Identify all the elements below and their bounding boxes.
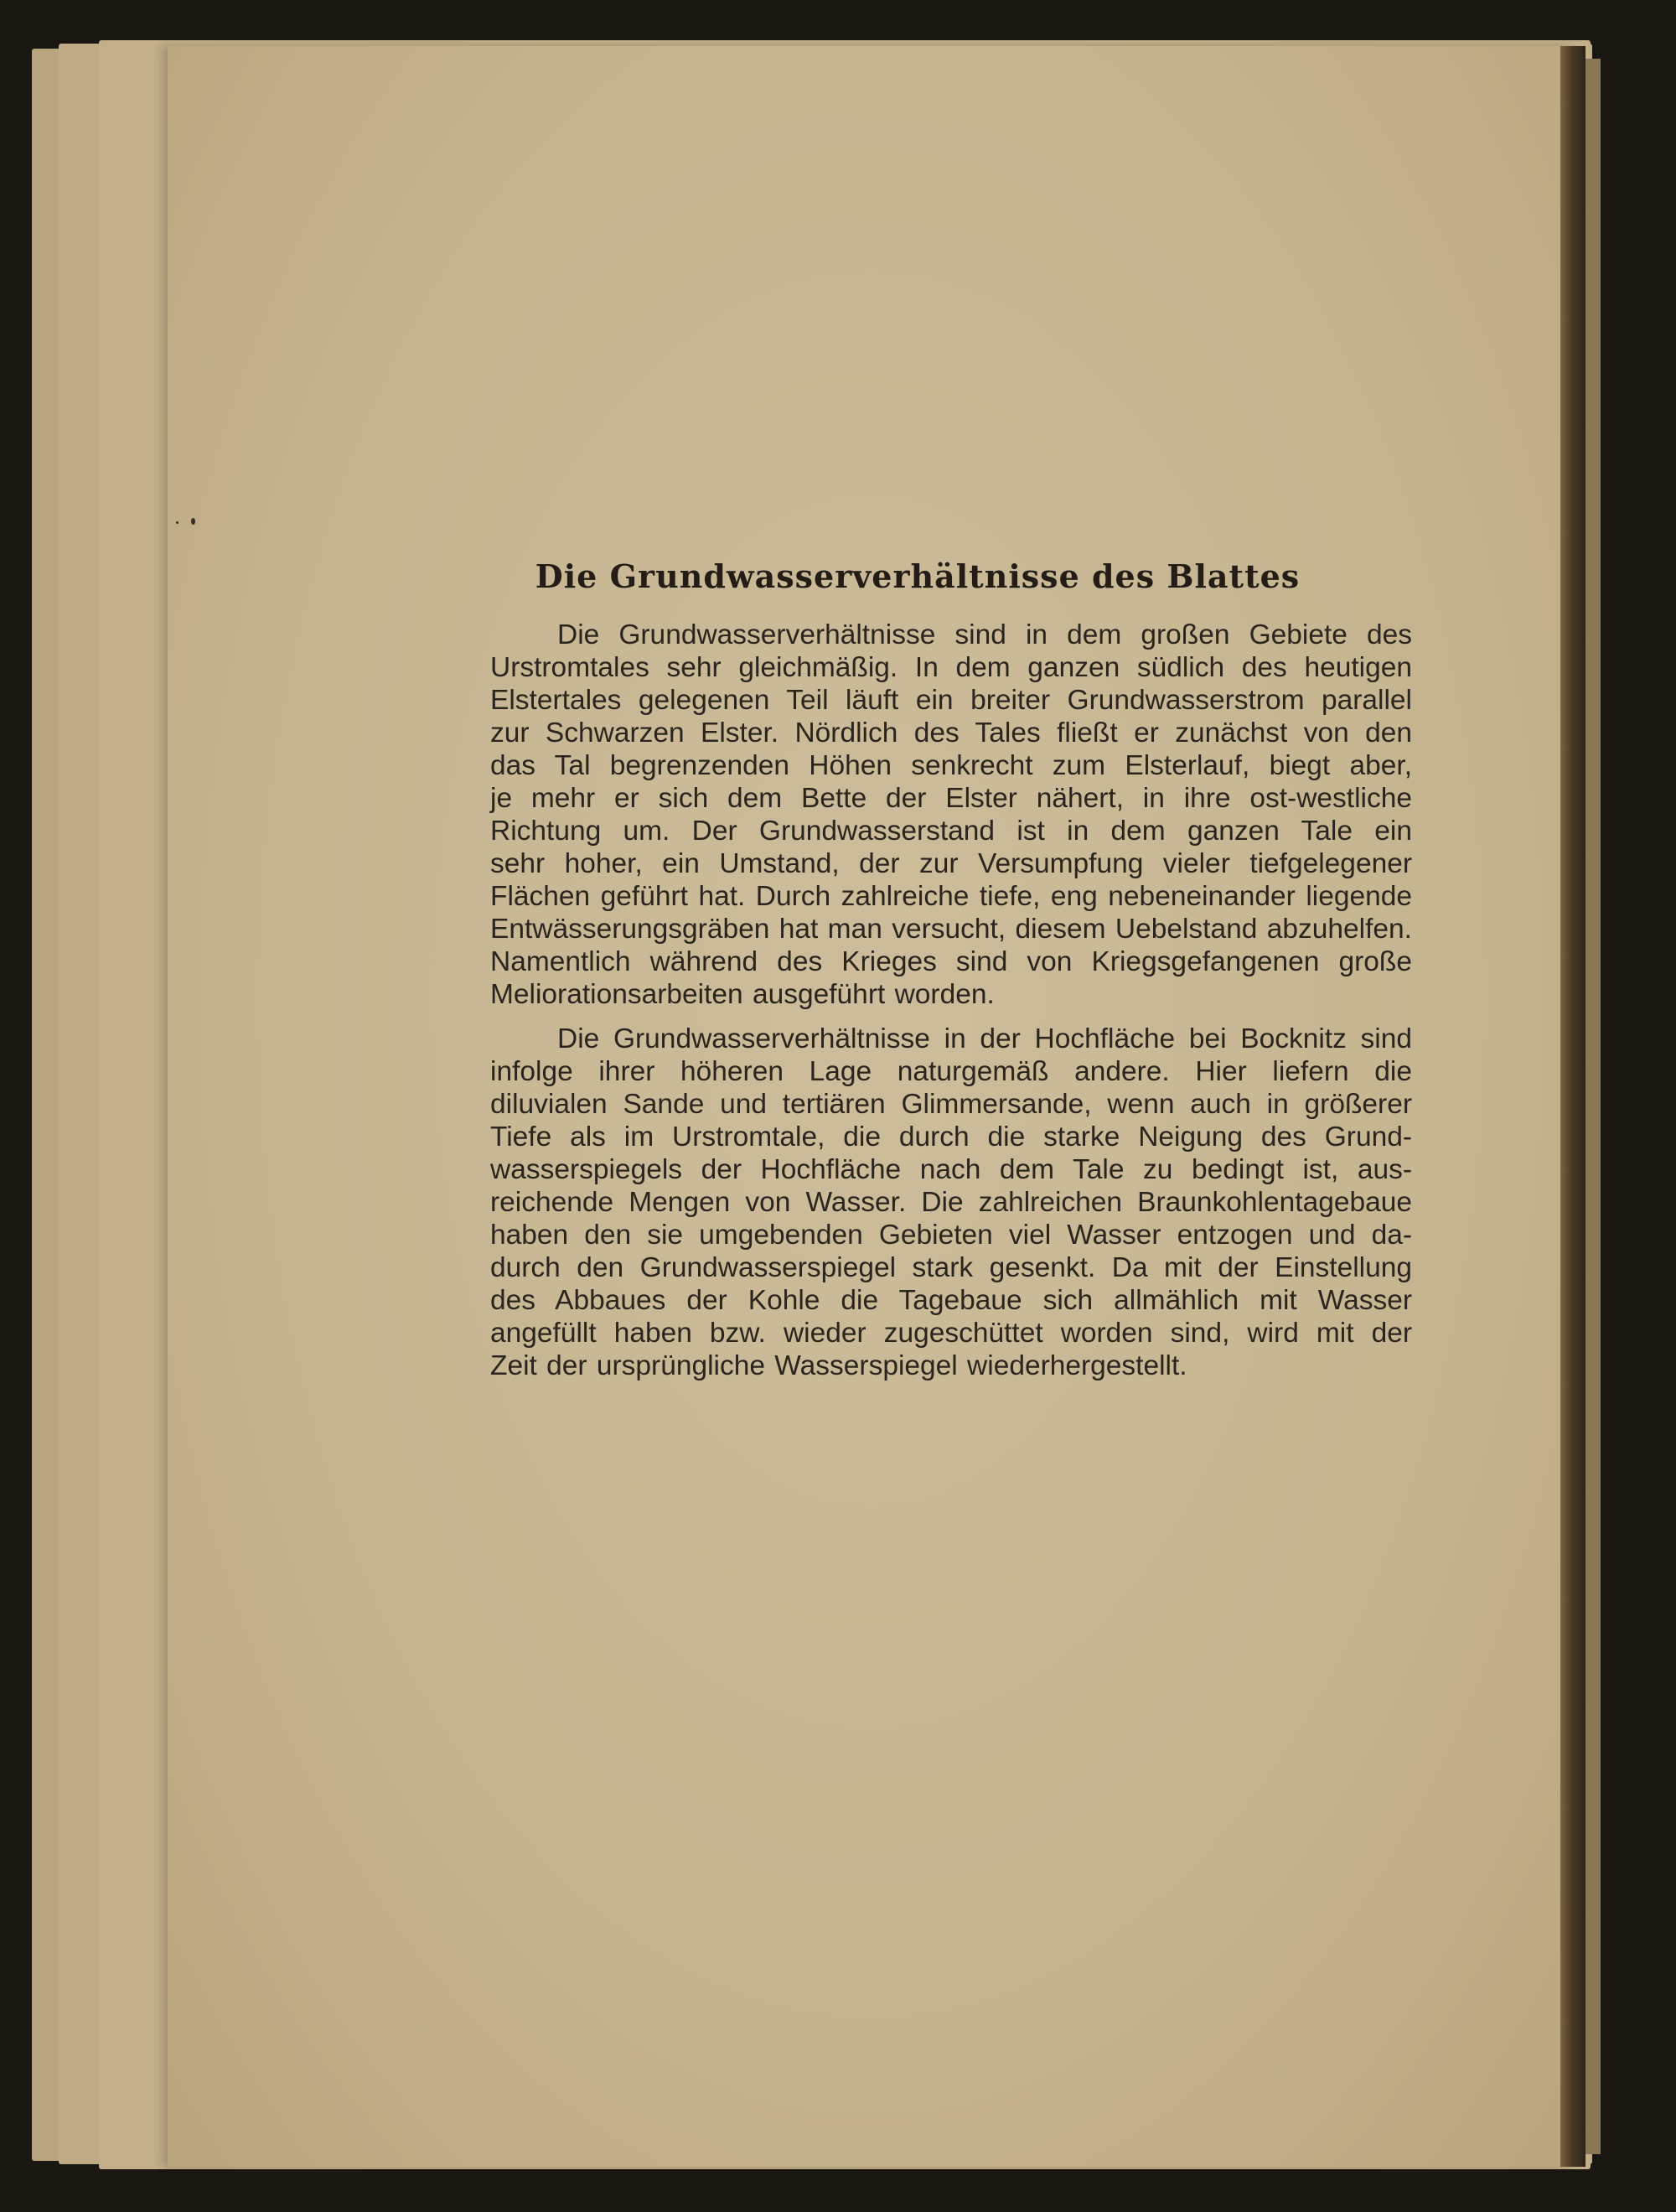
text-line: das Tal begrenzenden Höhen senkrecht zum Elsterlauf, biegt aber, <box>490 750 1412 781</box>
paragraph <box>423 1023 1412 1382</box>
text-line: je mehr er sich dem Bette der Elster nähert, in ihre ost-westliche <box>490 783 1412 814</box>
text-line: Richtung um. Der Grundwasserstand ist in dem ganzen Tale ein <box>490 816 1412 847</box>
text-line: Tiefe als im Urstromtale, die durch die starke Neigung des Grund- <box>490 1122 1412 1153</box>
text-line: angefüllt haben bzw. wieder zugeschüttet worden sind, wird mit der <box>490 1318 1412 1349</box>
text-line: reichende Mengen von Wasser. Die zahlreichen Braunkohlentagebaue <box>490 1187 1412 1218</box>
text-block <box>423 557 1412 1394</box>
text-line: Entwässerungsgräben hat man versucht, diesem Uebelstand abzuhelfen. <box>490 914 1412 945</box>
text-line: des Abbaues der Kohle die Tagebaue sich allmählich mit Wasser <box>490 1285 1412 1316</box>
ink-speck <box>176 521 178 524</box>
text-line: Zeit der ursprüngliche Wasserspiegel wiederhergestellt. <box>490 1350 1187 1381</box>
text-line: wasserspiegels der Hochfläche nach dem Tale zu bedingt ist, aus- <box>490 1154 1412 1185</box>
text-line: Die Grundwasserverhältnisse in der Hochfläche bei Bocknitz sind <box>557 1023 1412 1054</box>
text-line: Meliorationsarbeiten ausgeführt worden. <box>490 979 995 1010</box>
text-line: sehr hoher, ein Umstand, der zur Versumpfung vieler tiefgelegener <box>490 848 1412 879</box>
text-line: Namentlich während des Krieges sind von Kriegsgefangenen große <box>490 946 1412 977</box>
text-line: zur Schwarzen Elster. Nördlich des Tales fließt er zunächst von den <box>490 717 1412 749</box>
paragraph <box>423 619 1412 1011</box>
text-line: infolge ihrer höheren Lage naturgemäß andere. Hier liefern die <box>490 1056 1412 1087</box>
text-line: Flächen geführt hat. Durch zahlreiche tiefe, eng nebeneinander liegende <box>490 881 1412 912</box>
text-line: Die Grundwasserverhältnisse sind in dem großen Gebiete des <box>557 619 1412 650</box>
ink-speck <box>191 518 195 525</box>
text-line: haben den sie umgebenden Gebieten viel Wasser entzogen und da- <box>490 1220 1412 1251</box>
page-title: Die Grundwasserverhältnisse des Blattes <box>535 557 1301 595</box>
page-binding-edge <box>1560 46 1585 2167</box>
text-line: Elstertales gelegenen Teil läuft ein breiter Grundwasserstrom parallel <box>490 685 1412 716</box>
next-page-sliver <box>1585 59 1601 2154</box>
text-line: diluvialen Sande und tertiären Glimmersande, wenn auch in größerer <box>490 1089 1412 1120</box>
text-line: Urstromtales sehr gleichmäßig. In dem ganzen südlich des heutigen <box>490 652 1412 683</box>
text-line: durch den Grundwasserspiegel stark gesenkt. Da mit der Einstellung <box>490 1252 1412 1283</box>
